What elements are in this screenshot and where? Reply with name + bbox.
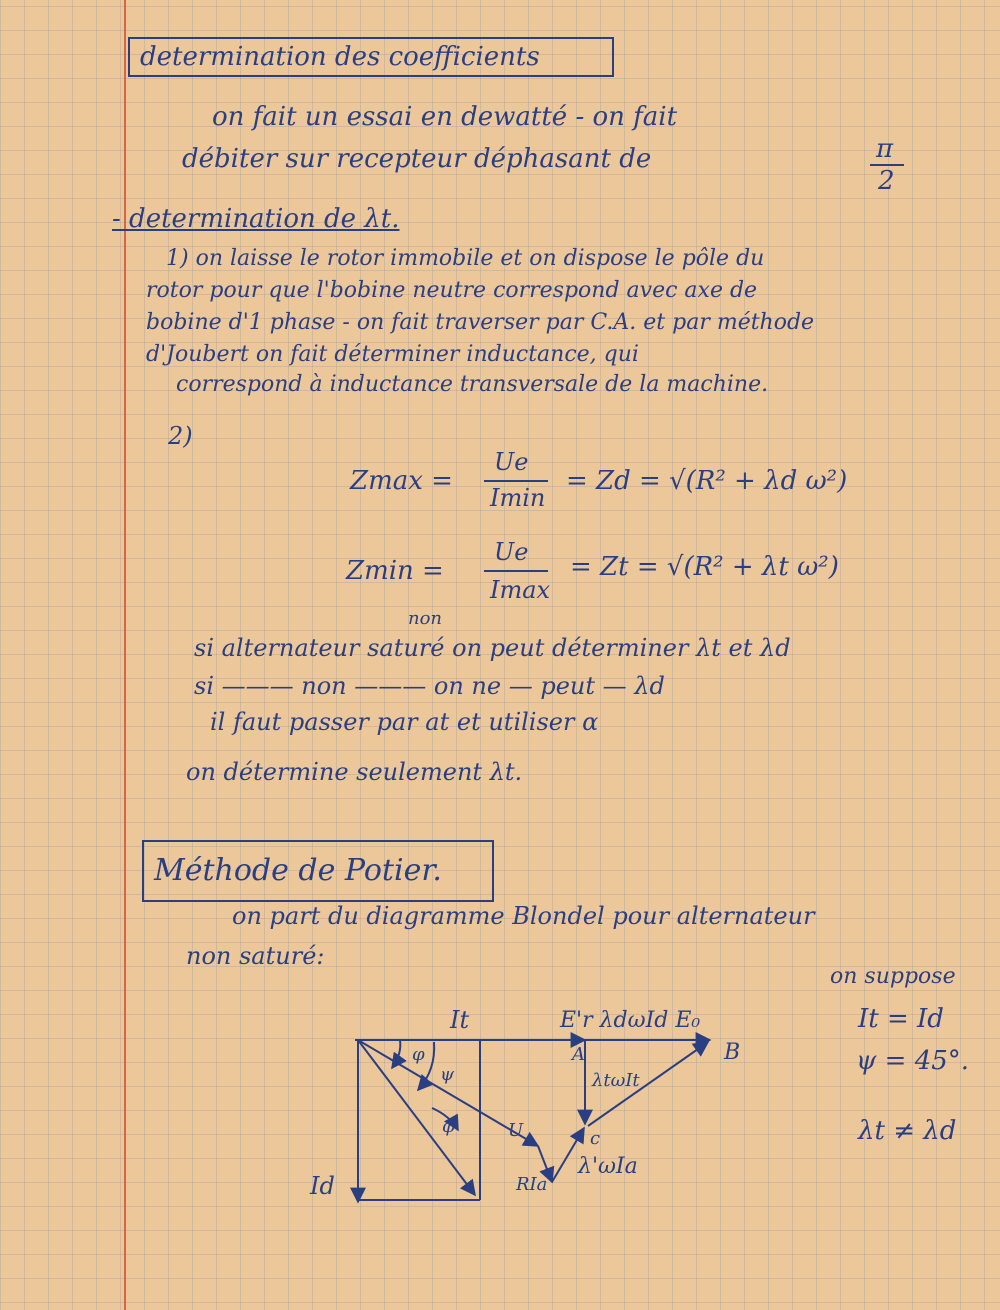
paragraph-line: 1) on laisse le rotor immobile et on dispose le pôle du	[166, 246, 765, 271]
eq1-lhs: Zmax =	[350, 466, 453, 496]
eq2-lhs: Zmin =	[346, 556, 444, 586]
label-it: It	[450, 1006, 470, 1034]
eq1-numerator: Ue	[494, 448, 529, 476]
side-note-suppose: on suppose	[830, 964, 956, 989]
item-number: 2)	[168, 422, 193, 450]
label-id: Id	[310, 1172, 335, 1200]
superscript-non: non	[408, 608, 443, 629]
remark-line: si ——— non ——— on ne — peut — λd	[194, 672, 665, 700]
paragraph-line: d'Joubert on fait déterminer inductance, qui	[146, 342, 639, 367]
eq1-denominator: Imin	[490, 484, 546, 512]
label-la: λ'ωIa	[578, 1154, 638, 1179]
text-line: on fait un essai en dewatté - on fait	[212, 102, 678, 132]
side-note-angle: ψ = 45°.	[856, 1046, 970, 1076]
remark-line: si alternateur saturé on peut déterminer λt et λd	[194, 634, 791, 662]
fraction-denominator: 2	[878, 166, 895, 196]
eq1-rhs: = Zd = √(R² + λd ω²)	[566, 466, 848, 496]
paragraph-line: rotor pour que l'bobine neutre correspond avec axe de	[146, 278, 758, 303]
title-potier: Méthode de Potier.	[154, 853, 442, 888]
remark-line: on détermine seulement λt.	[186, 758, 523, 786]
remark-line: il faut passer par at et utiliser α	[210, 708, 599, 736]
label-lt: λtωIt	[592, 1070, 640, 1091]
paragraph-line: correspond à inductance transversale de la machine.	[176, 372, 769, 397]
label-ri: RIa	[516, 1174, 548, 1195]
label-b: B	[724, 1040, 741, 1065]
label-u: U	[508, 1120, 524, 1141]
eq2-numerator: Ue	[494, 538, 529, 566]
eq2-rhs: = Zt = √(R² + λt ω²)	[570, 552, 839, 582]
fraction-numerator: π	[876, 134, 894, 164]
label-psi: ψ	[440, 1064, 455, 1085]
margin-line	[124, 0, 126, 1310]
heading-lambda-t: - determination de λt.	[112, 204, 400, 234]
eq2-fraction-bar	[484, 570, 548, 572]
label-phi-2: φ	[442, 1116, 455, 1137]
text-line: non saturé:	[186, 942, 325, 970]
label-e: E'r λdωId E₀	[560, 1008, 701, 1033]
eq1-fraction-bar	[484, 480, 548, 482]
label-a: A	[572, 1044, 585, 1065]
text-line: débiter sur recepteur déphasant de	[182, 144, 652, 174]
label-phi: φ	[412, 1044, 425, 1065]
title-coefficients: determination des coefficients	[140, 42, 540, 72]
side-note-equal-currents: It = Id	[858, 1004, 944, 1034]
eq2-denominator: Imax	[490, 576, 551, 604]
paragraph-line: bobine d'1 phase - on fait traverser par C.A. et par méthode	[146, 310, 815, 335]
side-note-lambda: λt ≠ λd	[858, 1116, 957, 1146]
label-c: c	[590, 1128, 601, 1149]
text-line: on part du diagramme Blondel pour alternateur	[232, 902, 815, 930]
